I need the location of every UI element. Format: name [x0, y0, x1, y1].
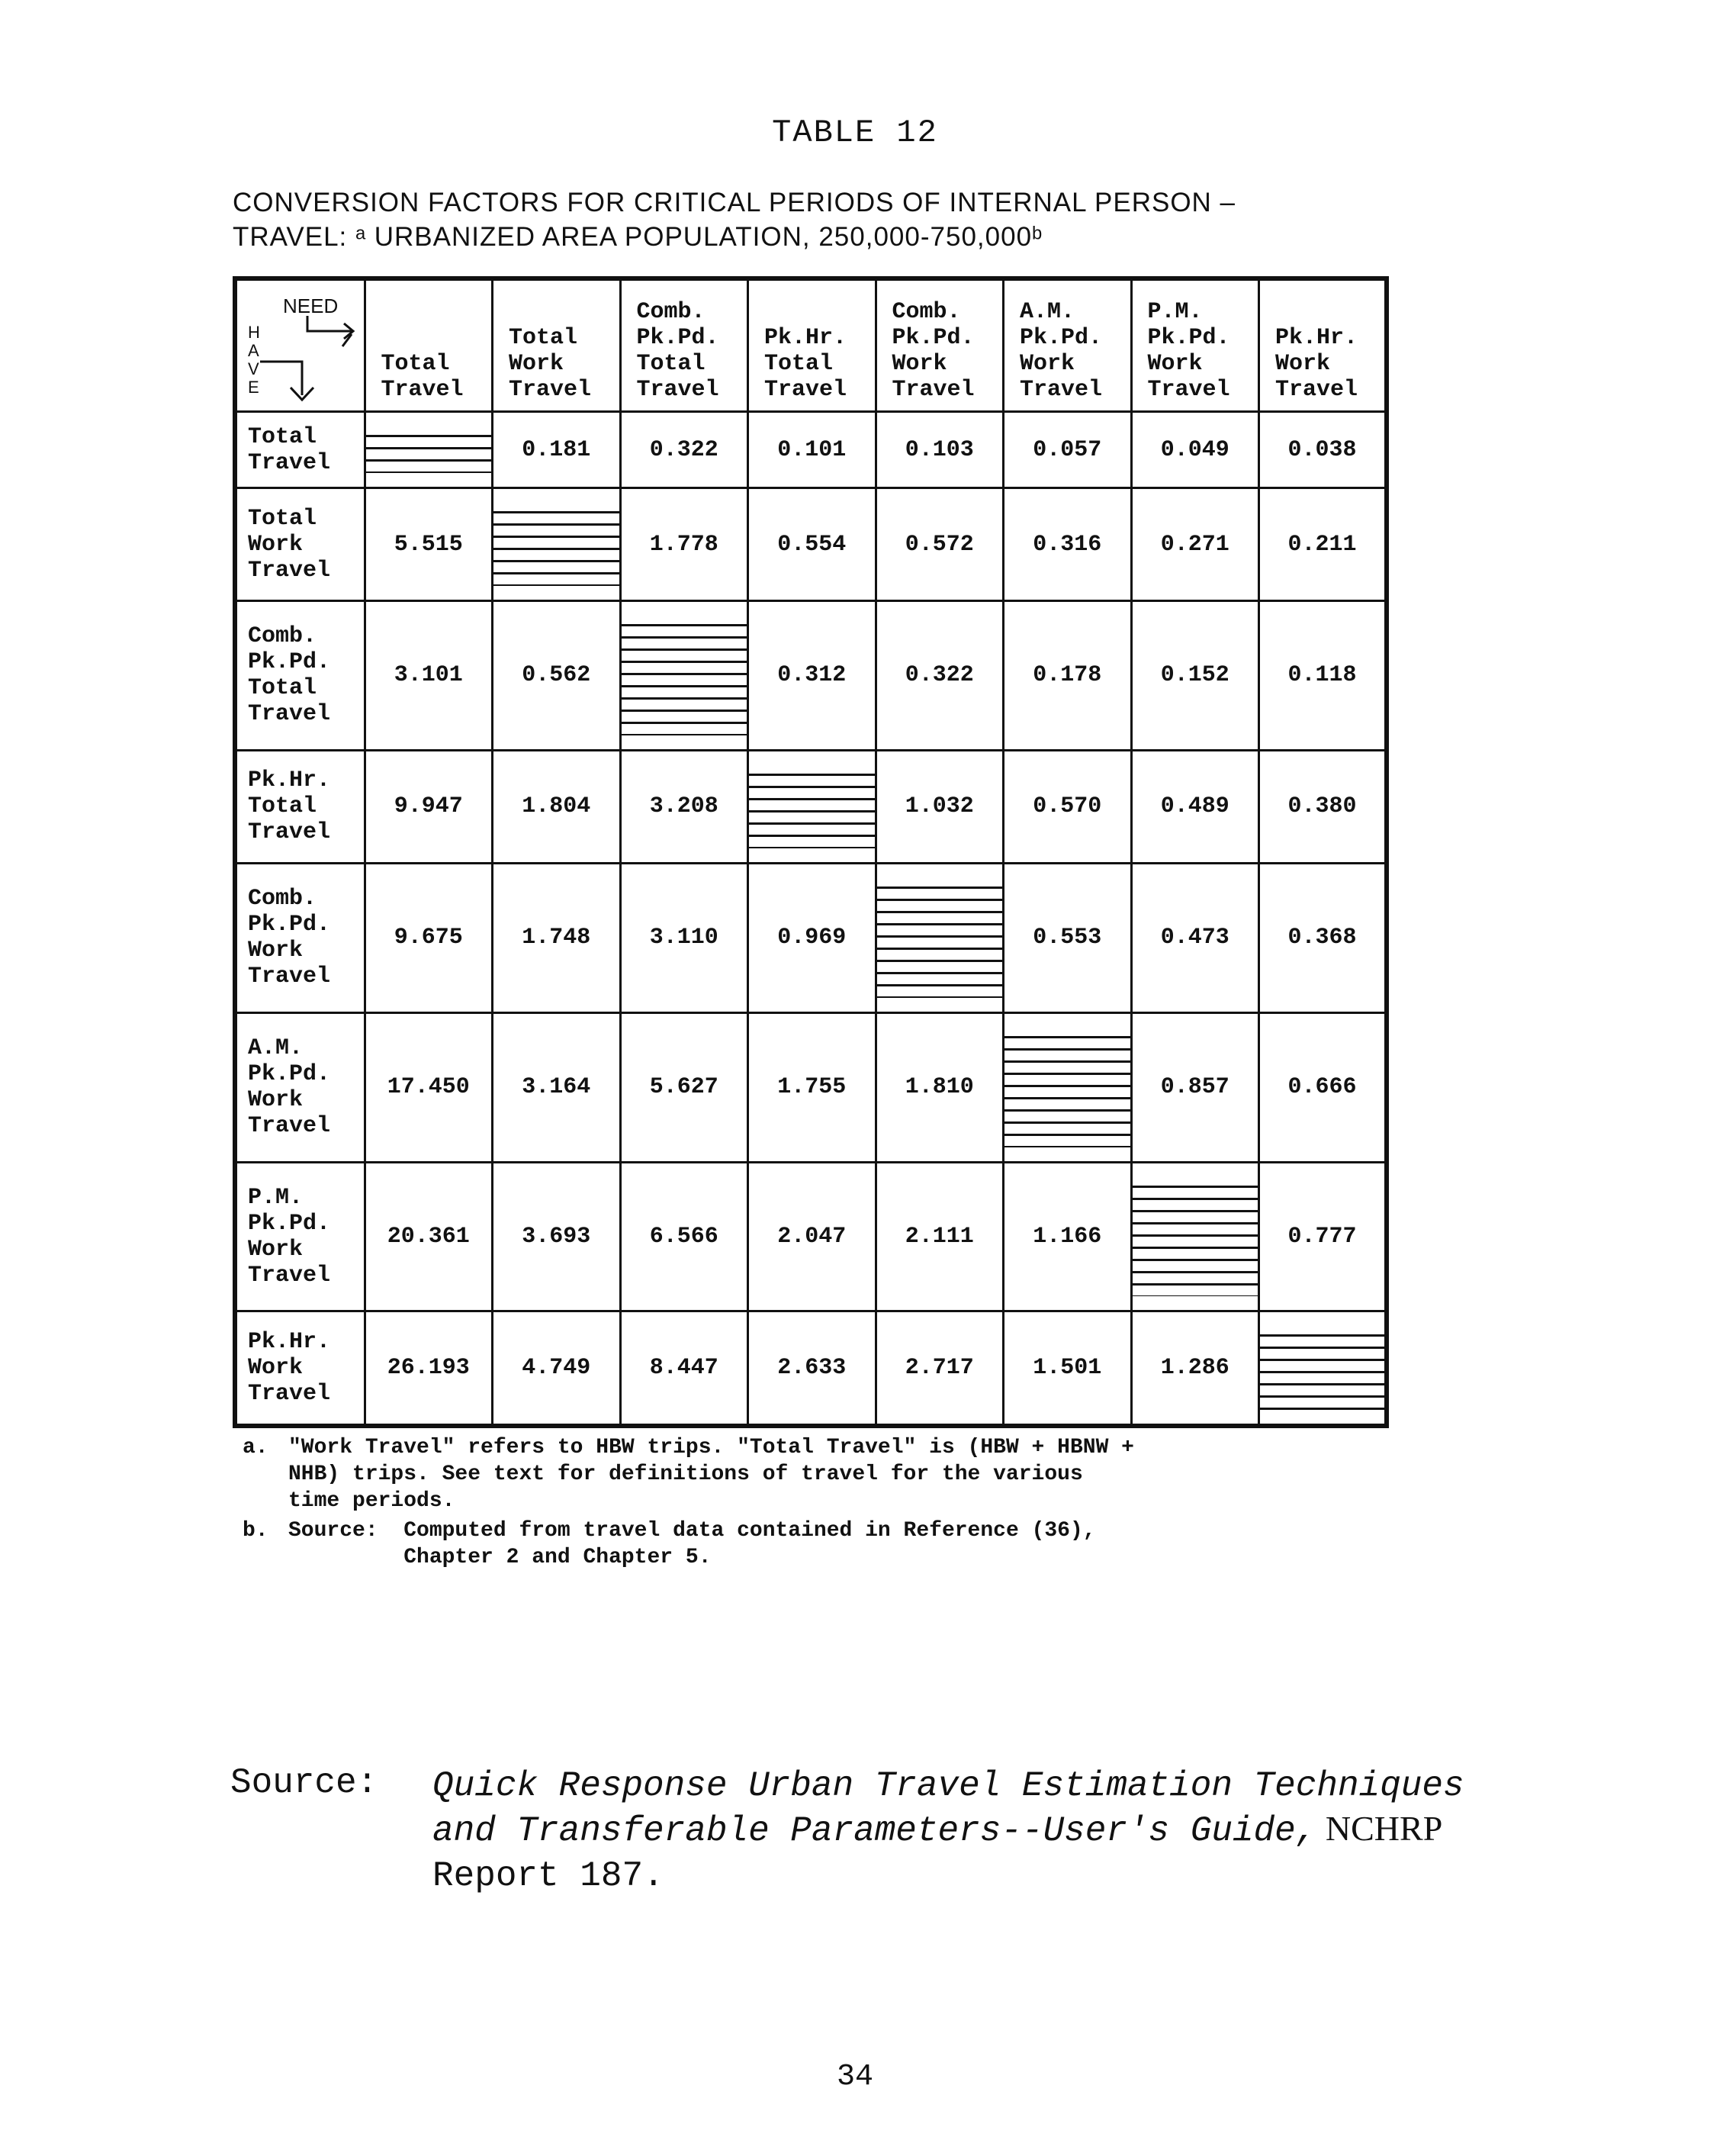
col-header-7: [1259, 278, 1387, 412]
table-cell: 3.693: [493, 1162, 621, 1311]
table-title: TABLE 12: [772, 114, 938, 151]
table-row: [235, 412, 1387, 488]
col-header-label: Total Travel: [381, 351, 464, 403]
table-cell: 8.447: [620, 1311, 748, 1426]
table-cell: 5.515: [365, 488, 493, 601]
table-cell: 0.178: [1004, 601, 1132, 751]
table-row: [235, 1162, 1387, 1311]
col-header-label: P.M. Pk.Pd. Work Travel: [1147, 299, 1230, 403]
header-row: [235, 278, 1387, 412]
conversion-factor-table: [233, 276, 1389, 1428]
table-caption: [233, 185, 1339, 254]
table-row: [235, 863, 1387, 1012]
table-cell: 9.675: [365, 863, 493, 1012]
col-header-label: Pk.Hr. Total Travel: [764, 325, 847, 403]
row-header: P.M. Pk.Pd. Work Travel: [235, 1162, 365, 1311]
col-header-0: [365, 278, 493, 412]
need-label: NEED: [283, 294, 339, 317]
col-header-5: [1004, 278, 1132, 412]
row-header: Comb. Pk.Pd. Total Travel: [235, 601, 365, 751]
col-header-label: Total Work Travel: [509, 325, 592, 403]
table-cell: 0.322: [620, 412, 748, 488]
footnote-text: Source: Computed from travel data contained in Reference (36), Chapter 2 and Chapter 5.: [288, 1519, 1096, 1569]
col-header-2: [620, 278, 748, 412]
caption-line-1: CONVERSION FACTORS FOR CRITICAL PERIODS OF INTERNAL PERSON –: [233, 188, 1236, 217]
table-cell: 0.666: [1259, 1012, 1387, 1162]
col-header-label: Pk.Hr. Work Travel: [1275, 325, 1358, 403]
table-cell: 0.777: [1259, 1162, 1387, 1311]
table-cell: 1.778: [620, 488, 748, 601]
table-cell: 0.368: [1259, 863, 1387, 1012]
table-cell: 1.755: [748, 1012, 876, 1162]
footnote-a: [243, 1434, 1387, 1514]
diagonal-hatched-cell: [493, 488, 621, 601]
table-row: [235, 750, 1387, 863]
table-cell: 3.101: [365, 601, 493, 751]
caption-line-2: TRAVEL: ᵃ URBANIZED AREA POPULATION, 250,000-750,000ᵇ: [233, 222, 1043, 252]
table-cell: 0.271: [1131, 488, 1259, 601]
table-cell: 26.193: [365, 1311, 493, 1426]
col-header-label: A.M. Pk.Pd. Work Travel: [1020, 299, 1103, 403]
diagonal-hatched-cell: [748, 750, 876, 863]
source-title-line-1: Quick Response Urban Travel Estimation Techniques: [432, 1766, 1464, 1806]
col-header-1: [493, 278, 621, 412]
table-cell: 0.038: [1259, 412, 1387, 488]
footnote-text: "Work Travel" refers to HBW trips. "Total Travel" is (HBW + HBNW + NHB) trips. See text for definitions of travel for the various time periods.: [288, 1436, 1134, 1513]
row-header: A.M. Pk.Pd. Work Travel: [235, 1012, 365, 1162]
table-cell: 2.717: [876, 1311, 1004, 1426]
table-cell: 0.380: [1259, 750, 1387, 863]
table-cell: 1.032: [876, 750, 1004, 863]
table-row: [235, 1012, 1387, 1162]
diagonal-hatched-cell: [1004, 1012, 1132, 1162]
footnote-b: [243, 1517, 1387, 1571]
source-label: Source:: [230, 1763, 378, 1803]
table-cell: 1.748: [493, 863, 621, 1012]
table-cell: 0.473: [1131, 863, 1259, 1012]
table-row: [235, 488, 1387, 601]
row-header: Total Travel: [235, 412, 365, 488]
table-row: [235, 1311, 1387, 1426]
table-cell: 0.101: [748, 412, 876, 488]
col-header-3: [748, 278, 876, 412]
row-header: Total Work Travel: [235, 488, 365, 601]
table-cell: 1.286: [1131, 1311, 1259, 1426]
table-cell: 0.322: [876, 601, 1004, 751]
source-suffix: NCHRP: [1316, 1809, 1443, 1848]
have-label: H A V E: [248, 323, 260, 397]
footnote-mark: a.: [243, 1436, 268, 1459]
table-cell: 0.057: [1004, 412, 1132, 488]
table-cell: 1.810: [876, 1012, 1004, 1162]
table-cell: 5.627: [620, 1012, 748, 1162]
table-cell: 2.633: [748, 1311, 876, 1426]
table-cell: 6.566: [620, 1162, 748, 1311]
col-header-6: [1131, 278, 1259, 412]
col-header-4: [876, 278, 1004, 412]
table-cell: 3.208: [620, 750, 748, 863]
table-cell: 2.111: [876, 1162, 1004, 1311]
table-cell: 0.118: [1259, 601, 1387, 751]
table-cell: 0.103: [876, 412, 1004, 488]
table-cell: 0.181: [493, 412, 621, 488]
table-cell: 17.450: [365, 1012, 493, 1162]
diagonal-hatched-cell: [1131, 1162, 1259, 1311]
source-report: Report 187.: [432, 1856, 664, 1896]
need-have-corner: [235, 278, 365, 412]
table-footnotes: [243, 1434, 1387, 1571]
table-cell: 0.312: [748, 601, 876, 751]
page-number: 34: [836, 2060, 873, 2094]
table-cell: 0.553: [1004, 863, 1132, 1012]
row-header: Pk.Hr. Total Travel: [235, 750, 365, 863]
table-cell: 0.570: [1004, 750, 1132, 863]
table-cell: 20.361: [365, 1162, 493, 1311]
table-cell: 0.316: [1004, 488, 1132, 601]
footnote-mark: b.: [243, 1519, 268, 1543]
table-cell: 0.572: [876, 488, 1004, 601]
table-row: [235, 601, 1387, 751]
table-cell: 0.489: [1131, 750, 1259, 863]
table-cell: 1.804: [493, 750, 621, 863]
row-header: Comb. Pk.Pd. Work Travel: [235, 863, 365, 1012]
table-cell: 0.049: [1131, 412, 1259, 488]
table-cell: 0.211: [1259, 488, 1387, 601]
table-cell: 0.562: [493, 601, 621, 751]
table-cell: 0.857: [1131, 1012, 1259, 1162]
table-cell: 0.554: [748, 488, 876, 601]
diagonal-hatched-cell: [1259, 1311, 1387, 1426]
table-cell: 4.749: [493, 1311, 621, 1426]
diagonal-hatched-cell: [365, 412, 493, 488]
source-title-line-2: and Transferable Parameters--User's Guide,: [432, 1811, 1317, 1851]
table-cell: 3.164: [493, 1012, 621, 1162]
diagonal-hatched-cell: [876, 863, 1004, 1012]
diagonal-hatched-cell: [620, 601, 748, 751]
row-header: Pk.Hr. Work Travel: [235, 1311, 365, 1426]
table-cell: 2.047: [748, 1162, 876, 1311]
table-cell: 1.501: [1004, 1311, 1132, 1426]
table-cell: 1.166: [1004, 1162, 1132, 1311]
table-cell: 0.969: [748, 863, 876, 1012]
table-cell: 3.110: [620, 863, 748, 1012]
source-body: [432, 1762, 1622, 1897]
col-header-label: Comb. Pk.Pd. Work Travel: [892, 299, 975, 403]
col-header-label: Comb. Pk.Pd. Total Travel: [636, 299, 719, 403]
table-cell: 9.947: [365, 750, 493, 863]
table-cell: 0.152: [1131, 601, 1259, 751]
